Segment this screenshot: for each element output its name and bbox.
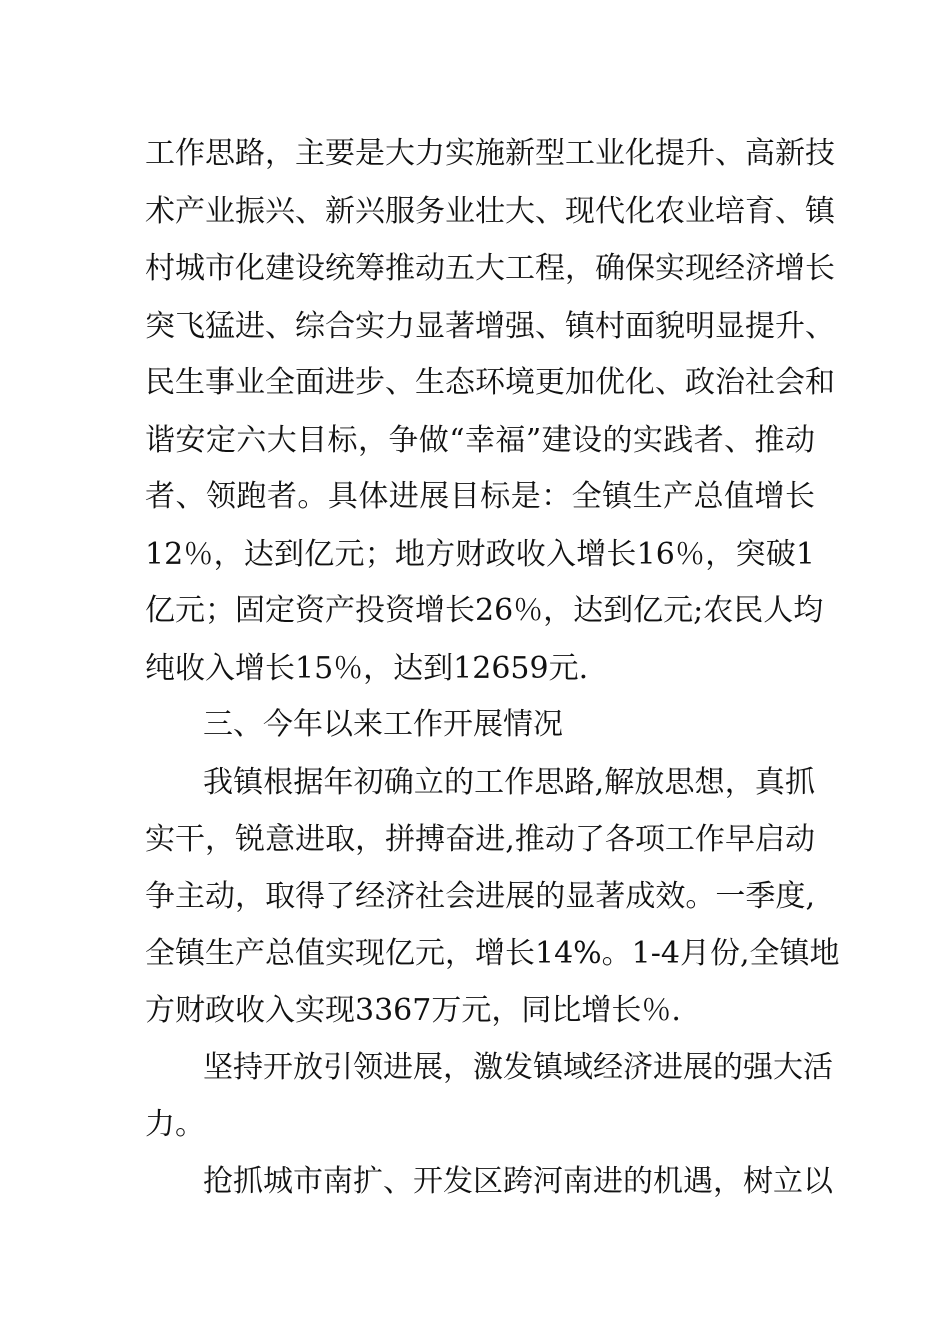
body-text-line: 12％，达到亿元；地方财政收入增长16％，突破1 xyxy=(145,537,815,572)
body-text-line: 全镇生产总值实现亿元，增长14%。1-4月份,全镇地 xyxy=(145,936,840,971)
body-text-line: 术产业振兴、新兴服务业壮大、现代化农业培育、镇 xyxy=(145,194,835,229)
body-text-line: 力。 xyxy=(145,1107,205,1142)
body-text-line: 突飞猛进、综合实力显著增强、镇村面貌明显提升、 xyxy=(145,309,835,344)
body-text-line: 方财政收入实现3367万元，同比增长％. xyxy=(145,993,681,1028)
paragraph-first-line: 坚持开放引领进展，激发镇域经济进展的强大活 xyxy=(203,1050,833,1085)
section-heading: 三、今年以来工作开展情况 xyxy=(203,707,563,742)
body-text-line: 纯收入增长15％，达到12659元. xyxy=(145,651,589,686)
body-text-line: 亿元；固定资产投资增长26％，达到亿元;农民人均 xyxy=(145,593,824,628)
body-text-line: 实干，锐意进取，拼搏奋进,推动了各项工作早启动 xyxy=(145,822,815,857)
paragraph-first-line: 抢抓城市南扩、开发区跨河南进的机遇，树立以 xyxy=(203,1164,833,1199)
body-text-line: 民生事业全面进步、生态环境更加优化、政治社会和 xyxy=(145,365,835,400)
paragraph-first-line: 我镇根据年初确立的工作思路,解放思想，真抓 xyxy=(203,765,815,800)
body-text-line: 村城市化建设统筹推动五大工程，确保实现经济增长 xyxy=(145,251,835,286)
body-text-line: 争主动，取得了经济社会进展的显著成效。一季度, xyxy=(145,879,815,914)
body-text-line: 者、领跑者。具体进展目标是：全镇生产总值增长 xyxy=(145,479,815,514)
body-text-line: 谐安定六大目标，争做“幸福”建设的实践者、推动 xyxy=(145,423,815,458)
body-text-line: 工作思路，主要是大力实施新型工业化提升、高新技 xyxy=(145,136,835,171)
